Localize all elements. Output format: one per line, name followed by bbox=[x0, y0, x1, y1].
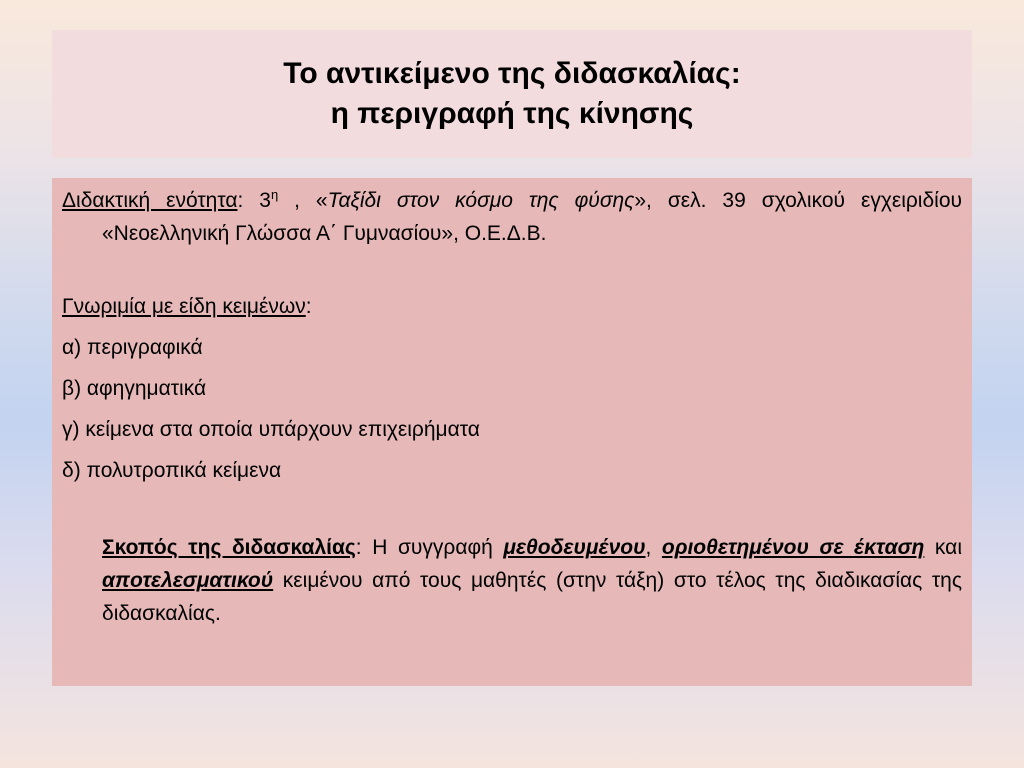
slide-title-line-2: η περιγραφή της κίνησης bbox=[330, 97, 694, 130]
goal-text-end: κειμένου από τους μαθητές (στην τάξη) στο τέλος της διαδικασίας της διδασκαλίας. bbox=[102, 569, 962, 625]
unit-paragraph bbox=[62, 184, 962, 250]
genres-heading bbox=[62, 286, 962, 327]
unit-reference: », σελ. 39 σχολικού εγχειριδίου «Νεοελληνική Γλώσσα Α΄ Γυμνασίου», Ο.Ε.Δ.Β. bbox=[102, 189, 962, 245]
unit-book-title: Ταξίδι στον κόσμο της φύσης bbox=[327, 189, 635, 212]
unit-separator: , « bbox=[278, 189, 328, 212]
goal-emphasis-2: οριοθετημένου σε έκταση bbox=[661, 536, 925, 559]
spacer bbox=[62, 491, 962, 531]
slide-content-box bbox=[52, 178, 972, 686]
unit-number-sup: η bbox=[270, 187, 279, 202]
slide-title-box bbox=[52, 30, 972, 158]
goal-label: Σκοπός της διδασκαλίας bbox=[102, 536, 356, 559]
unit-number: 3 bbox=[259, 189, 271, 212]
genre-item: δ) πολυτροπικά κείμενα bbox=[62, 459, 282, 482]
slide-title-line-1: Το αντικείμενο της διδασκαλίας: bbox=[283, 57, 741, 90]
goal-paragraph bbox=[102, 531, 962, 630]
unit-colon: : bbox=[237, 189, 244, 212]
spacer bbox=[62, 250, 962, 286]
goal-text-start: : Η συγγραφή bbox=[355, 536, 504, 559]
genre-item: β) αφηγηματικά bbox=[62, 377, 207, 400]
goal-and: και bbox=[924, 536, 962, 559]
genre-item: γ) κείμενα στα οποία υπάρχουν επιχειρήματα bbox=[62, 418, 480, 441]
unit-label: Διδακτική ενότητα bbox=[62, 189, 238, 212]
goal-emphasis-3: αποτελεσματικού bbox=[102, 569, 274, 592]
genre-item: α) περιγραφικά bbox=[62, 336, 203, 359]
genres-heading-text: Γνωριμία με είδη κειμένων bbox=[62, 295, 306, 318]
goal-comma: , bbox=[645, 536, 662, 559]
genres-heading-colon: : bbox=[305, 295, 312, 318]
goal-emphasis-1: μεθοδευμένου bbox=[503, 536, 646, 559]
goal-block bbox=[62, 531, 962, 630]
